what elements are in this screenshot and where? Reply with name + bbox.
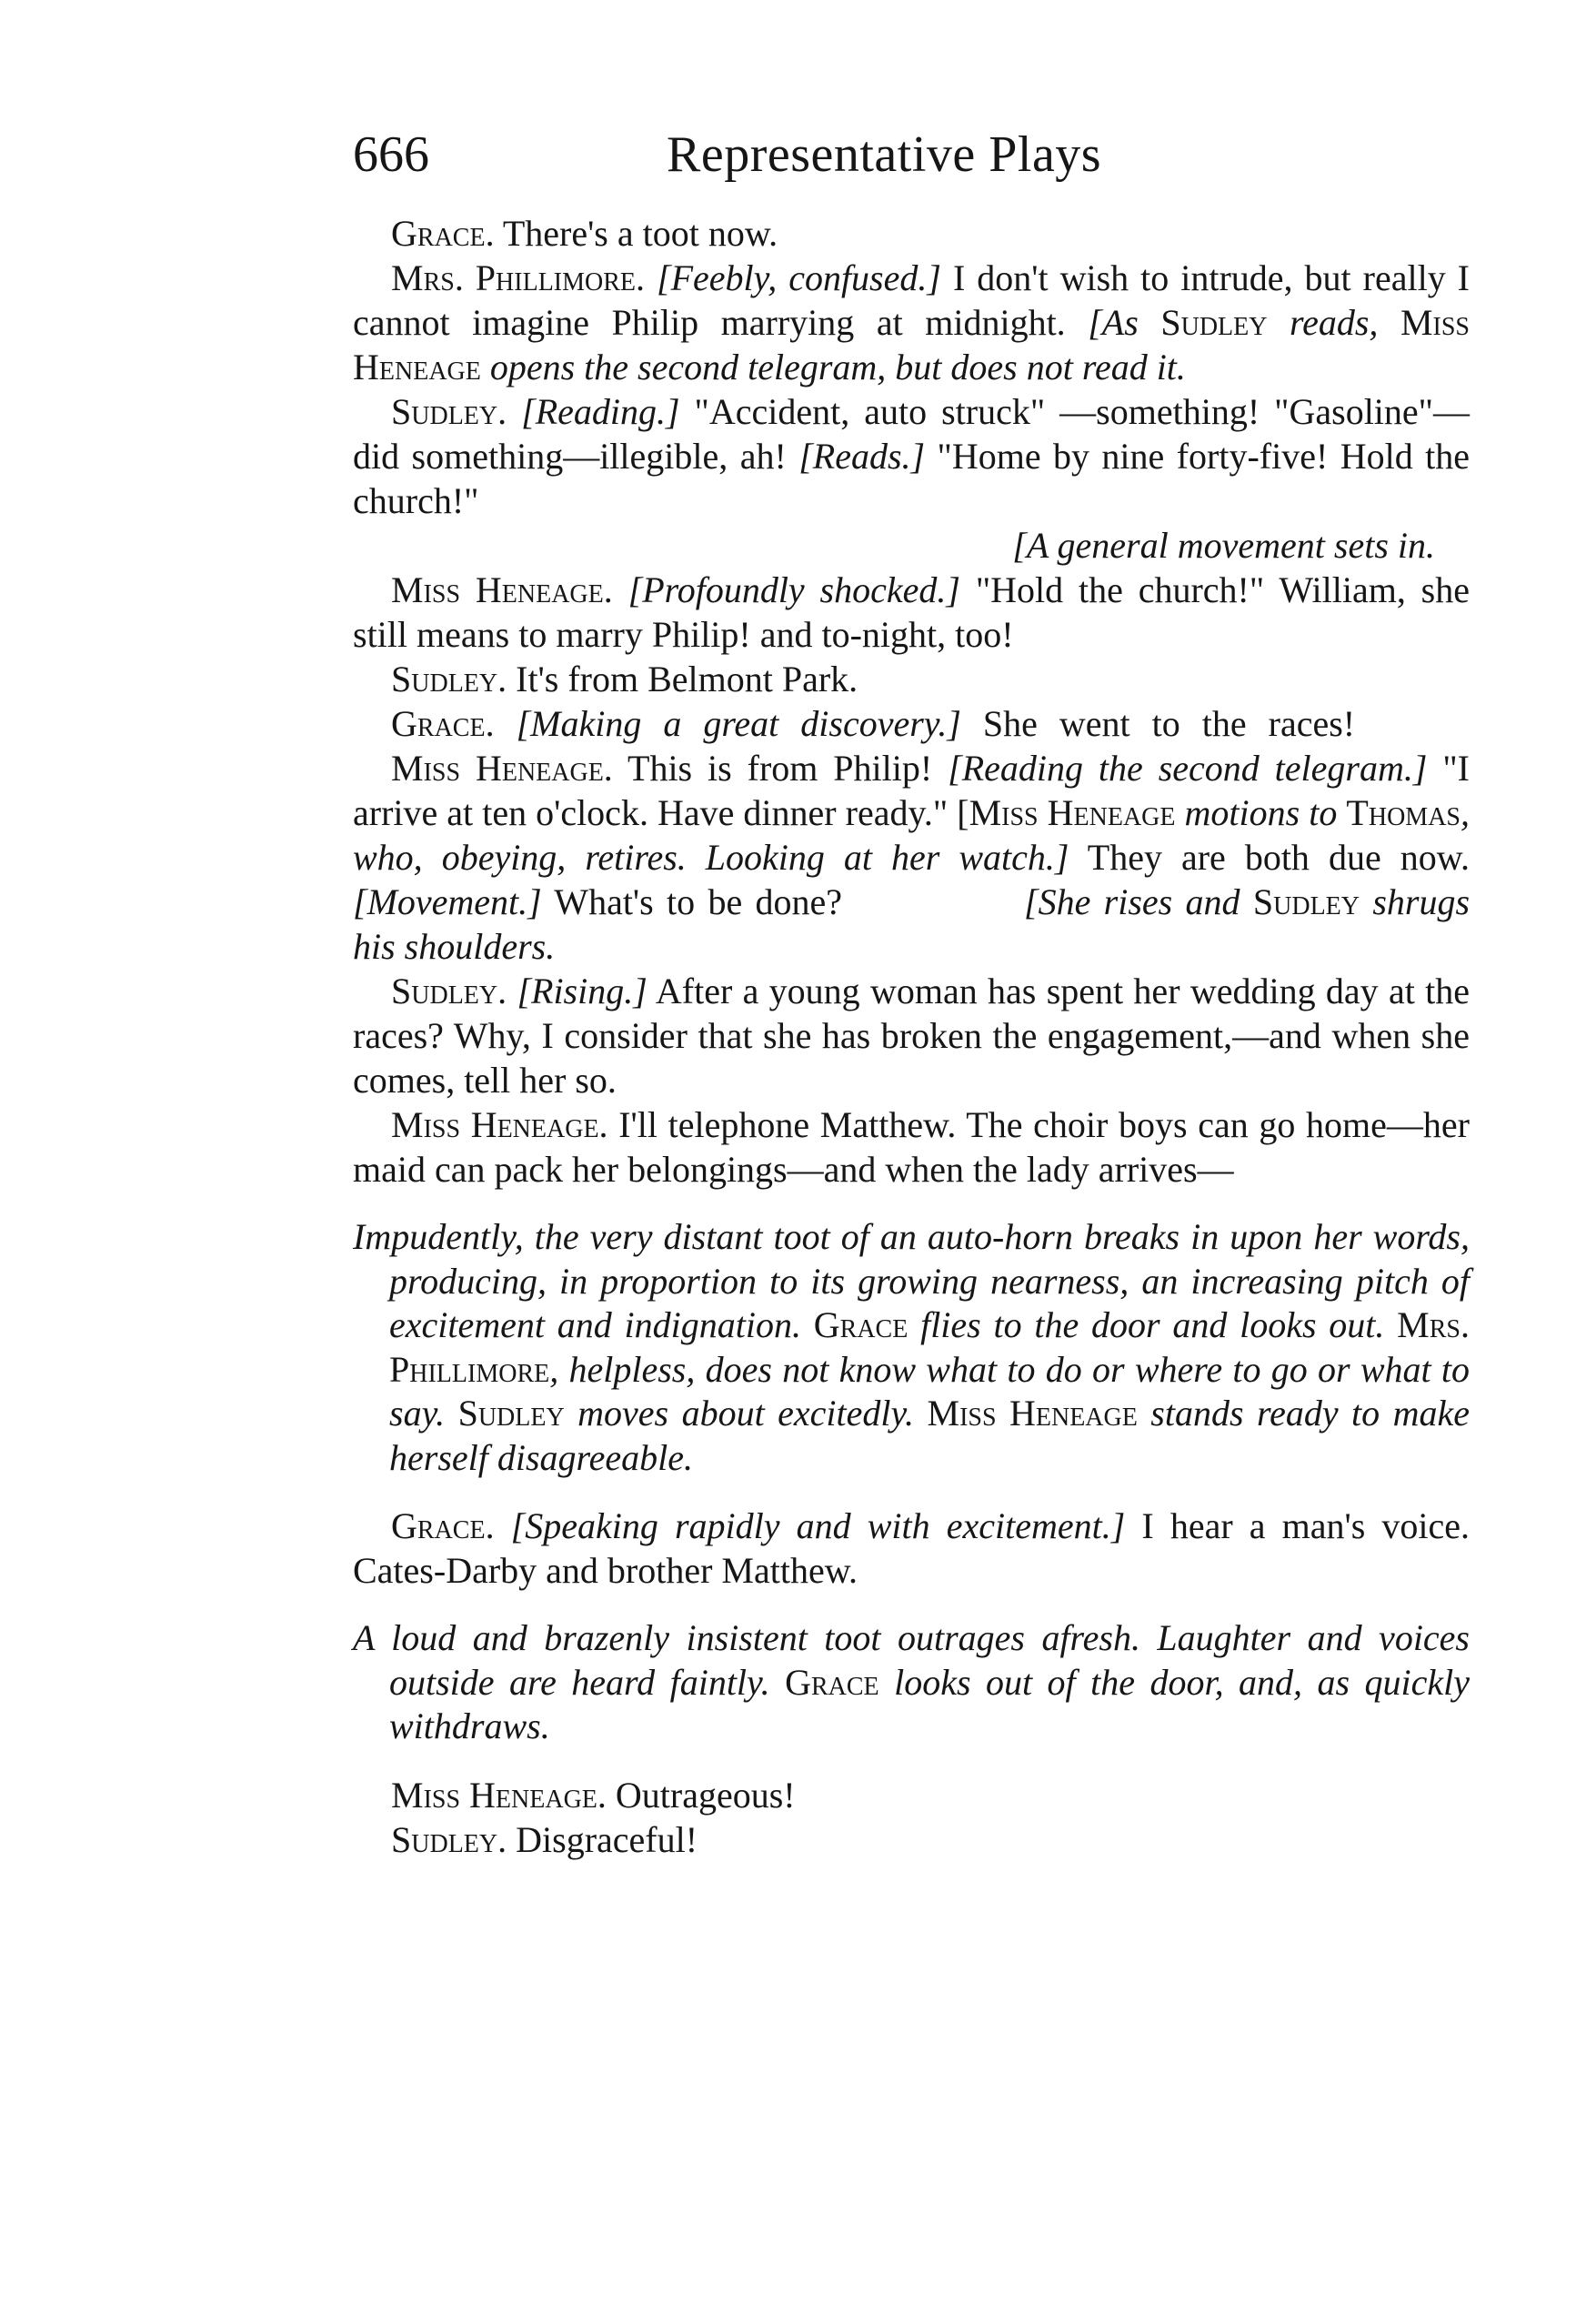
stage-direction: , who, obeying, retires. Looking at her watch.] xyxy=(353,792,1470,878)
speaker-name: Grace. xyxy=(391,213,495,254)
speech-sudley-2 xyxy=(353,657,1470,701)
speech-text: "Home by nine forty-five! Hold the church!" xyxy=(353,436,1470,521)
speech-text: "Accident, auto struck" —something! "Gasoline"—did something—illegible, ah! xyxy=(353,391,1470,477)
speaker-name: Sudley. xyxy=(391,1818,507,1860)
stage-direction-block-1 xyxy=(353,1215,1470,1480)
stage-text: stands ready to make herself disagreeable. xyxy=(389,1393,1471,1478)
stage-direction: [Rising.] xyxy=(517,971,647,1011)
stage-text: moves about excitedly. xyxy=(564,1393,928,1434)
speech-grace-1 xyxy=(353,211,1470,256)
stage-direction: [As xyxy=(1088,302,1139,343)
speech-sudley-3 xyxy=(353,969,1470,1102)
character-name: Grace xyxy=(813,1304,908,1345)
speaker-name: Mrs. Phillimore. xyxy=(391,257,646,298)
speech-grace-2 xyxy=(353,701,1470,746)
speaker-name: Grace. xyxy=(391,1505,495,1546)
stage-text: Impudently, the very distant toot of an auto-horn breaks in upon her words, producing, in proportion to its growing nearness, an increasing pitch of excitement and indignation. xyxy=(353,1216,1470,1345)
speech-text: She went to the races! xyxy=(960,703,1356,744)
speech-miss-heneage-4 xyxy=(353,1773,1470,1817)
character-name: Mrs. Phillimore xyxy=(389,1304,1470,1390)
speech-text: They are both due now. xyxy=(1069,837,1470,878)
stage-direction: [Speaking rapidly and with excitement.] xyxy=(510,1505,1126,1546)
running-title: Representative Plays xyxy=(667,126,1102,183)
stage-direction: [Feebly, confused.] xyxy=(657,257,941,298)
speech-text: I'll telephone Matthew. The choir boys can go home—her maid can pack her belongings—and when the lady arrives— xyxy=(353,1104,1470,1190)
speaker-name: Miss Heneage. xyxy=(391,1104,608,1145)
speaker-name: Sudley. xyxy=(391,391,507,432)
stage-direction: [Movement.] xyxy=(353,881,542,922)
speaker-name: Miss Heneage. xyxy=(391,1774,607,1816)
character-name: Sudley xyxy=(1252,881,1360,922)
stage-text: flies to the door and looks out. xyxy=(908,1304,1398,1345)
speaker-name: Sudley. xyxy=(391,659,507,699)
speech-text: Disgraceful! xyxy=(507,1818,698,1860)
speech-text: This is from Philip! xyxy=(612,748,949,789)
speech-miss-heneage-3 xyxy=(353,1102,1470,1192)
speaker-name: Miss Heneage. xyxy=(391,569,613,610)
stage-text: A loud and brazenly insistent toot outrages afresh. Laughter and voices outside are heard faintly. xyxy=(353,1617,1470,1703)
stage-text: looks out of the door, and, as quickly withdraws. xyxy=(389,1661,1471,1746)
speech-text: Outrageous! xyxy=(606,1774,796,1816)
speech-text: What's to be done? xyxy=(541,881,843,922)
speaker-name: Miss Heneage. xyxy=(391,748,613,789)
speech-text: I don't wish to intrude, but really I cannot imagine Philip marrying at midnight. xyxy=(353,257,1471,343)
speech-text: There's a toot now. xyxy=(494,213,778,254)
stage-direction: [She rises and xyxy=(1024,881,1253,922)
character-name: Miss Heneage xyxy=(927,1393,1138,1434)
speech-text: After a young woman has spent her wedding day at the races? Why, I consider that she has broken the engagement,—and when she comes, tell her so. xyxy=(353,971,1470,1101)
speech-text: "I arrive at ten o'clock. Have dinner ready." [ xyxy=(353,748,1470,833)
speaker-name: Sudley. xyxy=(391,971,507,1011)
character-name: Sudley xyxy=(457,1393,565,1434)
stage-direction: opens the second telegram, but does not read it. xyxy=(480,347,1186,387)
character-name: Thomas xyxy=(1346,792,1460,833)
speech-sudley-1 xyxy=(353,389,1470,523)
character-name: Miss Heneage xyxy=(353,302,1471,387)
stage-direction-right: [A general movement sets in. xyxy=(1012,525,1435,566)
character-name: Grace xyxy=(785,1661,879,1703)
speech-miss-heneage-1 xyxy=(353,568,1470,657)
speech-sudley-4 xyxy=(353,1817,1470,1862)
speech-text: It's from Belmont Park. xyxy=(507,659,858,699)
stage-direction: [Reading.] xyxy=(521,391,680,432)
stage-direction: [Profoundly shocked.] xyxy=(627,569,960,610)
play-text xyxy=(353,211,1470,1862)
stage-direction: reads, xyxy=(1267,302,1400,343)
page-number: 666 xyxy=(353,126,429,183)
character-name: Miss Heneage xyxy=(969,792,1176,833)
character-name: Sudley xyxy=(1160,302,1268,343)
speech-miss-heneage-2 xyxy=(353,746,1470,969)
stage-direction-block-2 xyxy=(353,1616,1470,1749)
running-header xyxy=(353,127,1470,182)
speech-text: I hear a man's voice. Cates-Darby and brother Matthew. xyxy=(353,1505,1471,1591)
speech-text: "Hold the church!" William, she still means to marry Philip! and to-night, too! xyxy=(353,569,1470,655)
speaker-name: Grace. xyxy=(391,703,495,744)
stage-direction: shrugs his shoulders. xyxy=(353,881,1471,967)
stage-direction: motions to xyxy=(1175,792,1347,833)
speech-mrs-phillimore-1 xyxy=(353,256,1470,389)
speech-grace-3 xyxy=(353,1504,1470,1593)
stage-direction: [Making a great discovery.] xyxy=(516,703,961,744)
stage-direction: [Reads.] xyxy=(798,436,926,477)
stage-text: , helpless, does not know what to do or where to go or what to say. xyxy=(389,1348,1470,1434)
stage-direction: [Reading the second telegram.] xyxy=(948,748,1428,789)
